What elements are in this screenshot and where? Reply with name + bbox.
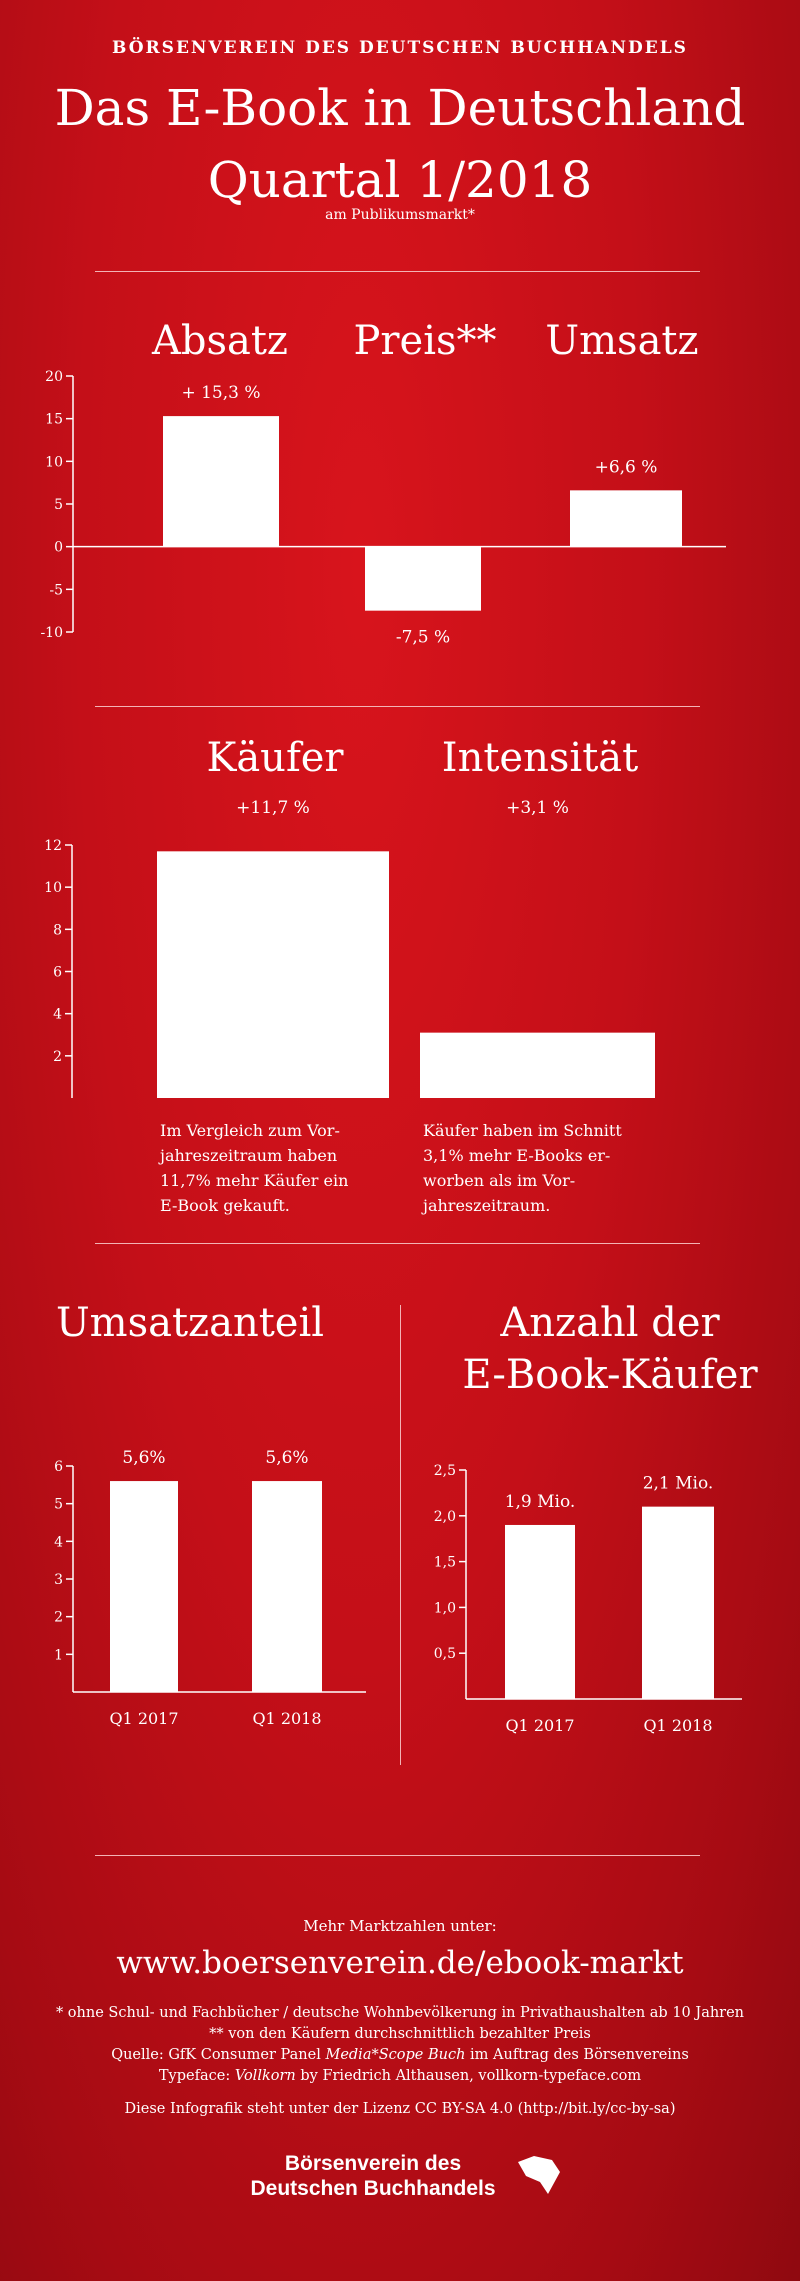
divider <box>95 706 700 707</box>
page-subtitle: am Publikumsmarkt* <box>325 207 475 223</box>
y-tick-label: 4 <box>54 1534 63 1551</box>
typeface-suffix: by Friedrich Althausen, vollkorn-typeface.com <box>295 2068 642 2084</box>
note-line: Im Vergleich zum Vor- <box>160 1121 340 1140</box>
data-label: 5,6% <box>265 1448 309 1469</box>
y-tick-label: 10 <box>44 880 62 897</box>
data-label: 2,1 Mio. <box>642 1473 714 1494</box>
more-data-label: Mehr Marktzahlen unter: <box>303 1917 497 1935</box>
category-label: Q1 2017 <box>505 1716 575 1735</box>
y-tick-label: 15 <box>45 411 63 428</box>
typeface-line <box>0 2066 800 2087</box>
heading-intensitaet: Intensität <box>441 735 639 781</box>
divider <box>95 1855 700 1856</box>
bar <box>157 851 389 1098</box>
y-tick-label: 1 <box>54 1647 63 1664</box>
chart-revenue-share <box>54 1448 366 1728</box>
logo-text <box>238 2151 508 2201</box>
bar <box>163 416 279 547</box>
divider <box>95 1243 700 1244</box>
y-tick-label: 2,5 <box>433 1463 456 1479</box>
y-tick-label: 0 <box>54 539 63 556</box>
data-label: -7,5 % <box>395 627 451 648</box>
note-line: Käufer haben im Schnitt <box>423 1121 622 1140</box>
data-label: 5,6% <box>122 1448 166 1469</box>
data-label: +3,1 % <box>506 798 569 818</box>
book-logo-icon <box>512 2152 564 2198</box>
y-tick-label: 20 <box>45 369 63 385</box>
footnote-1: * ohne Schul- und Fachbücher / deutsche Wohnbevölkerung in Privathaushalten ab 10 Jahren <box>55 2005 745 2021</box>
chart-buyers-intensity <box>44 798 655 1098</box>
heading-preis: Preis** <box>353 318 497 364</box>
note-intensitaet <box>423 1118 622 1218</box>
heading-absatz: Absatz <box>151 318 288 364</box>
bar <box>505 1525 575 1699</box>
note-line: 3,1% mehr E-Books er- <box>423 1146 611 1165</box>
y-tick-label: 2 <box>53 1048 62 1065</box>
y-tick-label: 10 <box>45 454 63 471</box>
logo-line: Börsenverein des <box>284 2152 462 2175</box>
source-prefix: Quelle: GfK Consumer Panel <box>111 2047 326 2063</box>
category-label: Q1 2018 <box>643 1716 713 1735</box>
y-tick-label: 4 <box>53 1006 62 1023</box>
source-panel: Media*Scope Buch <box>325 2047 466 2063</box>
data-label: +6,6 % <box>594 457 658 478</box>
chart-buyer-count <box>434 1463 742 1735</box>
typeface-name: Vollkorn <box>234 2068 296 2084</box>
bar <box>110 1481 178 1692</box>
vertical-divider <box>400 1305 401 1765</box>
bar <box>642 1507 714 1699</box>
heading-umsatzanteil: Umsatzanteil <box>55 1300 325 1346</box>
page-title: Das E-Book in Deutschland <box>54 79 746 137</box>
bar <box>252 1481 322 1692</box>
page-title-period: Quartal 1/2018 <box>207 151 593 209</box>
y-tick-label: -5 <box>49 582 63 599</box>
y-tick-label: -10 <box>40 625 63 641</box>
note-kaeufer <box>160 1118 348 1218</box>
data-label: 1,9 Mio. <box>504 1491 576 1512</box>
y-tick-label: 6 <box>54 1459 63 1475</box>
heading-anzahl-line1: Anzahl der <box>500 1300 720 1346</box>
organization-name: BÖRSENVEREIN DES DEUTSCHEN BUCHHANDELS <box>112 38 688 58</box>
y-tick-label: 6 <box>53 964 62 981</box>
bar <box>570 490 682 546</box>
source-suffix: im Auftrag des Börsenvereins <box>465 2047 689 2063</box>
y-tick-label: 3 <box>54 1572 63 1588</box>
typeface-prefix: Typeface: <box>158 2068 235 2084</box>
note-line: jahreszeitraum haben <box>160 1146 338 1165</box>
logo-line: Deutschen Buchhandels <box>250 2177 496 2200</box>
heading-kaeufer: Käufer <box>206 735 344 781</box>
bar <box>365 547 481 611</box>
y-tick-label: 1,5 <box>433 1554 456 1571</box>
note-line: E-Book gekauft. <box>160 1196 290 1215</box>
footnote-2: ** von den Käufern durchschnittlich bezahlter Preis <box>209 2026 591 2042</box>
y-tick-label: 5 <box>54 497 63 513</box>
source-line <box>0 2045 800 2066</box>
note-line: 11,7% mehr Käufer ein <box>160 1171 349 1190</box>
y-tick-label: 2,0 <box>433 1508 456 1525</box>
note-line: jahreszeitraum. <box>423 1196 551 1215</box>
heading-umsatz: Umsatz <box>545 318 699 364</box>
y-tick-label: 5 <box>54 1496 63 1513</box>
chart-change-rates <box>40 369 726 648</box>
category-label: Q1 2018 <box>252 1709 322 1728</box>
y-tick-label: 8 <box>53 922 62 939</box>
data-label: +11,7 % <box>236 798 310 818</box>
y-tick-label: 1,0 <box>433 1600 456 1617</box>
y-tick-label: 12 <box>44 838 62 854</box>
category-label: Q1 2017 <box>109 1709 179 1728</box>
y-tick-label: 2 <box>54 1609 63 1626</box>
note-line: worben als im Vor- <box>423 1171 576 1190</box>
website-link[interactable]: www.boersenverein.de/ebook-markt <box>116 1945 684 1981</box>
heading-anzahl-line2: E-Book-Käufer <box>462 1352 758 1398</box>
y-tick-label: 0,5 <box>433 1646 456 1663</box>
data-label: + 15,3 % <box>181 383 261 404</box>
bar <box>420 1033 655 1098</box>
license-line: Diese Infografik steht unter der Lizenz CC BY-SA 4.0 (http://bit.ly/cc-by-sa) <box>124 2101 676 2117</box>
